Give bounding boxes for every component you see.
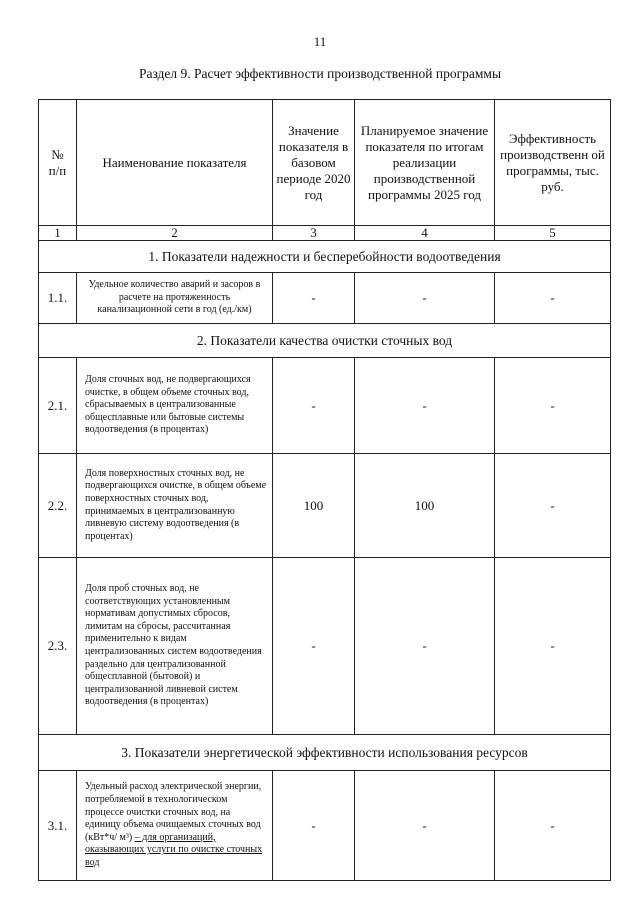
indicator-name-cell	[77, 771, 273, 881]
group-title: 3. Показатели энергетической эффективности использования ресурсов	[39, 735, 611, 771]
efficiency-value: -	[495, 771, 611, 881]
efficiency-value: -	[495, 558, 611, 735]
base-value: -	[273, 358, 355, 454]
group-header-row	[39, 735, 611, 771]
header-planned-value: Планируемое значение показателя по итогам реализации производственной программы 2025 год	[355, 100, 495, 226]
base-value: -	[273, 273, 355, 324]
group-title: 1. Показатели надежности и бесперебойности водоотведения	[39, 241, 611, 273]
row-number: 3.1.	[39, 771, 77, 881]
group-header-row	[39, 324, 611, 358]
row-number: 1.1.	[39, 273, 77, 324]
efficiency-table	[38, 99, 611, 881]
group-header-row	[39, 241, 611, 273]
planned-value: 100	[355, 454, 495, 558]
column-number: 1	[39, 226, 77, 241]
efficiency-value: -	[495, 454, 611, 558]
indicator-name: Доля проб сточных вод, не соответствующих установленным нормативам допустимых сбросов, лимитам на сбросы, рассчитанная применительно к видам централизованных систем водоотведения раздельно для централизованной общесплавной (бытовой) и централизованной ливневой систем водоотведения (в процентах)	[77, 558, 273, 735]
row-number: 2.3.	[39, 558, 77, 735]
row-number: 2.2.	[39, 454, 77, 558]
base-value: -	[273, 771, 355, 881]
efficiency-value: -	[495, 358, 611, 454]
row-number: 2.1.	[39, 358, 77, 454]
page-number: 11	[313, 34, 327, 49]
header-efficiency: Эффективность производственн ой программы, тыс. руб.	[495, 100, 611, 226]
indicator-name-underlined: – для организаций, оказывающих услуги по очистке сточных вод	[85, 831, 263, 868]
group-title: 2. Показатели качества очистки сточных вод	[39, 324, 611, 358]
planned-value: -	[355, 558, 495, 735]
planned-value: -	[355, 771, 495, 881]
table-row	[39, 273, 611, 324]
efficiency-value: -	[495, 273, 611, 324]
table-row	[39, 771, 611, 881]
planned-value: -	[355, 358, 495, 454]
planned-value: -	[355, 273, 495, 324]
base-value: -	[273, 558, 355, 735]
indicator-name: Удельный расход электрической энергии, потребляемой в технологическом процессе очистки сточных вод, на единицу объема очищаемых сточных вод (кВт*ч/ м³)	[85, 781, 262, 843]
column-number: 3	[273, 226, 355, 241]
column-number-row	[39, 226, 611, 241]
header-base-value: Значение показателя в базовом периоде 2020 год	[273, 100, 355, 226]
indicator-name: Доля поверхностных сточных вод, не подвергающихся очистке, в общем объеме поверхностных сточных вод, принимаемых в централизованную ливневую систему водоотведения (в процентах)	[77, 454, 273, 558]
table-row	[39, 454, 611, 558]
column-number: 2	[77, 226, 273, 241]
section-title: Раздел 9. Расчет эффективности производственной программы	[138, 66, 502, 81]
indicator-name: Доля сточных вод, не подвергающихся очистке, в общем объеме сточных вод, сбрасываемых в централизованные общесплавные или бытовые системы водоотведения (в процентах)	[77, 358, 273, 454]
table-row	[39, 358, 611, 454]
header-indicator-name: Наименование показателя	[77, 100, 273, 226]
table-row	[39, 558, 611, 735]
header-number: № п/п	[39, 100, 77, 226]
column-number: 4	[355, 226, 495, 241]
header-row	[39, 100, 611, 226]
indicator-name: Удельное количество аварий и засоров в расчете на протяженность канализационной сети в год (ед./км)	[77, 273, 273, 324]
column-number: 5	[495, 226, 611, 241]
base-value: 100	[273, 454, 355, 558]
